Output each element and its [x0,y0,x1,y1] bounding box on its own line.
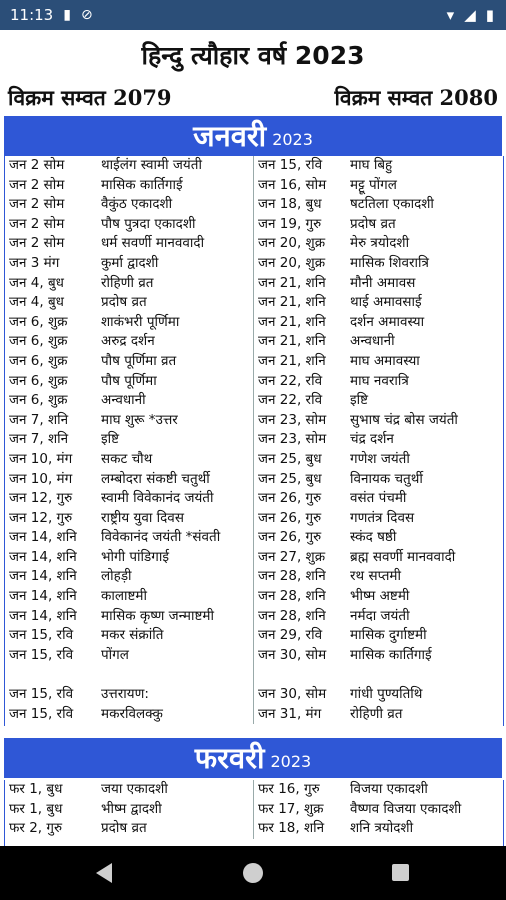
festival-name: इष्टि [101,431,120,448]
festival-name: मौनी अमावस [350,274,416,291]
festival-date: फर 16, गुरु [258,781,320,797]
festival-name: माघ शुरू *उत्तर [101,411,178,428]
festival-row [254,819,502,839]
vikram-samvat-left: विक्रम सम्वत 2079 [8,85,172,110]
festival-name: स्वामी विवेकानंद जयंती [101,490,214,507]
festival-row [5,665,253,685]
festival-name: धर्म सवर्णी मानववादी [101,235,205,252]
festival-row [5,646,253,666]
month-name: जनवरी [193,119,267,153]
festival-name: भीष्म द्वादशी [101,800,162,817]
festival-name: माघ अमावस्या [350,352,420,369]
festival-name: थाईलंग स्वामी जयंती [101,157,202,173]
festival-date: फर 1, बुध [9,800,63,817]
festival-name: माघ बिहु [350,157,393,173]
festival-row [254,780,502,800]
festival-row [5,411,253,431]
page-title: हिन्दु त्यौहार वर्ष 2023 [141,41,365,70]
festival-date: जन 2 सोम [9,196,65,213]
festival-date: जन 15, रवि [258,157,323,173]
festival-row [5,450,253,470]
festival-date: जन 30, सोम [258,686,327,703]
festival-row [5,470,253,490]
festival-name: वसंत पंचमी [350,490,407,507]
festival-row [254,489,502,509]
festival-row [254,234,502,254]
festival-row [5,156,253,176]
festival-date: जन 25, बुध [258,470,322,487]
festival-name: उत्तरायण: [101,686,149,703]
festival-row [254,293,502,313]
festival-date: जन 19, गुरु [258,215,322,232]
festival-date: जन 15, रवि [9,705,74,722]
festival-row [254,215,502,235]
festival-name: प्रदोष व्रत [101,820,147,837]
festival-date: जन 21, शनि [258,313,326,330]
festival-date: जन 27, शुक्र [258,548,326,565]
battery-icon: ▮ [485,6,494,24]
festival-date: जन 7, शनि [9,411,69,428]
festival-row [5,274,253,294]
festival-row [254,567,502,587]
festival-name: रथ सप्तमी [350,568,401,585]
festival-date: जन 3 मंग [9,254,60,271]
festival-row [5,819,253,839]
festival-name: प्रदोष व्रत [101,294,147,311]
festival-name: सकट चौथ [101,450,153,467]
festival-name: मकरविलक्कु [101,705,163,722]
festival-row [254,470,502,490]
february-festival-table [4,780,504,846]
festival-date: जन 6, शुक्र [9,372,68,389]
month-header-january [4,116,502,156]
page-header [0,34,506,112]
festival-name: शनि त्रयोदशी [350,820,414,837]
festival-name: थाई अमावसाई [350,294,422,311]
festival-row [254,800,502,820]
do-not-disturb-icon: ⊘ [80,7,93,23]
signal-icon: ◢ [464,6,476,24]
festival-date: जन 4, बुध [9,274,64,291]
festival-date: जन 4, बुध [9,294,64,311]
festival-row [5,254,253,274]
festival-row [5,176,253,196]
festival-date: जन 22, रवि [258,392,323,409]
festival-name: कुर्मा द्वादशी [101,254,159,271]
festival-name: मासिक कृष्ण जन्माष्टमी [101,607,214,624]
festival-date: जन 28, शनि [258,568,326,585]
festival-date: जन 20, शुक्र [258,254,326,271]
festival-name: षटतिला एकादशी [350,196,434,213]
festival-row [5,489,253,509]
festival-date: फर 1, बुध [9,781,63,797]
festival-name: मासिक कार्तिगाई [350,646,432,663]
festival-date: जन 23, सोम [258,411,327,428]
festival-name: अन्वधानी [101,392,146,409]
festival-date: जन 20, शुक्र [258,235,326,252]
festival-date: फर 2, गुरु [9,820,63,837]
festival-date: जन 22, रवि [258,372,323,389]
festival-row [5,195,253,215]
festival-name: चंद्र दर्शन [350,431,394,448]
festival-date: जन 6, शुक्र [9,313,68,330]
festival-row [254,509,502,529]
festival-row [5,587,253,607]
festival-date: जन 15, रवि [9,686,74,703]
festival-name: गणेश जयंती [350,450,410,467]
festival-row [5,332,253,352]
festival-name: मट्टू पोंगल [350,176,397,193]
festival-date: जन 7, शनि [9,431,69,448]
festival-row [5,215,253,235]
wifi-icon: ▾ [446,6,455,24]
festival-name: पोंगल [101,646,129,663]
january-right-column [254,156,502,724]
status-bar [0,0,506,30]
festival-row [254,450,502,470]
festival-date: जन 14, शनि [9,607,77,624]
festival-date: जन 21, शनि [258,274,326,291]
festival-name: पौष पूर्णिमा [101,372,157,389]
festival-name: शाकंभरी पूर्णिमा [101,313,180,330]
february-right-column [254,780,502,839]
festival-date: जन 14, शनि [9,588,77,605]
sd-card-icon: ▮ [63,7,71,23]
festival-date: जन 21, शनि [258,294,326,311]
festival-name: स्कंद षष्ठी [350,529,397,546]
festival-date: जन 25, बुध [258,450,322,467]
festival-date: जन 30, सोम [258,646,327,663]
festival-row [254,607,502,627]
vikram-samvat-right: विक्रम सम्वत 2080 [334,85,498,110]
festival-name: भोगी पांडिगाई [101,548,169,565]
festival-name: दर्शन अमावस्या [350,313,425,330]
festival-date: जन 2 सोम [9,235,65,252]
festival-row [254,332,502,352]
festival-date: जन 23, सोम [258,431,327,448]
festival-row [5,528,253,548]
festival-date: जन 29, रवि [258,627,323,644]
festival-name: विवेकानंद जयंती *संवती [101,529,221,546]
festival-row [254,528,502,548]
month-name: फरवरी [194,741,265,775]
festival-row [5,567,253,587]
festival-name: मकर संक्रांति [101,627,164,644]
festival-date: जन 26, गुरु [258,529,322,546]
festival-date: जन 12, गुरु [9,490,73,507]
festival-row [254,391,502,411]
festival-row [5,234,253,254]
recent-apps-icon[interactable] [392,864,409,881]
festival-name: राष्ट्रीय युवा दिवस [101,509,184,526]
festival-row [5,626,253,646]
festival-name: वैष्णव विजया एकादशी [350,800,462,817]
festival-name: सुभाष चंद्र बोस जयंती [350,411,458,428]
festival-name: गणतंत्र दिवस [350,509,415,526]
festival-row [5,293,253,313]
festival-name: लम्बोदरा संकष्टी चतुर्थी [101,470,210,487]
festival-row [254,254,502,274]
festival-row [5,705,253,725]
festival-date: जन 2 सोम [9,215,65,232]
festival-date: जन 14, शनि [9,529,77,546]
festival-row [5,548,253,568]
festival-date: जन 16, सोम [258,176,327,193]
festival-date: जन 15, रवि [9,627,74,644]
festival-row [254,646,502,666]
festival-date: जन 2 सोम [9,157,65,173]
festival-date: जन 26, गुरु [258,490,322,507]
festival-name: जया एकादशी [101,781,168,797]
festival-date: जन 2 सोम [9,176,65,193]
festival-name: मासिक कार्तिगाई [101,176,183,193]
festival-row [254,685,502,705]
festival-name: गांधी पुण्यतिथि [350,686,423,703]
festival-row [5,780,253,800]
festival-row [254,274,502,294]
festival-name: ब्रह्म सवर्णी मानववादी [350,548,456,565]
home-icon[interactable] [243,863,263,883]
february-left-column [5,780,254,839]
festival-date: जन 21, शनि [258,352,326,369]
festival-name: इष्टि [350,392,369,409]
festival-name: रोहिणी व्रत [101,274,154,291]
status-time: 11:13 [10,6,54,24]
festival-name: भीष्म अष्टमी [350,588,410,605]
festival-row [5,509,253,529]
festival-row [5,685,253,705]
festival-row [254,587,502,607]
festival-name: रोहिणी व्रत [350,705,403,722]
festival-date: जन 18, बुध [258,196,322,213]
festival-date: फर 18, शनि [258,820,325,837]
festival-name: मासिक दुर्गाष्टमी [350,627,427,644]
festival-name: माघ नवरात्रि [350,372,409,389]
festival-name: अरुद्र दर्शन [101,333,155,350]
festival-row [254,156,502,176]
festival-row [5,352,253,372]
festival-date: जन 12, गुरु [9,509,73,526]
festival-row [254,352,502,372]
festival-date: जन 6, शुक्र [9,333,68,350]
festival-row [5,607,253,627]
festival-name: पौष पुत्रदा एकादशी [101,215,196,232]
festival-date: जन 28, शनि [258,588,326,605]
festival-date: जन 14, शनि [9,548,77,565]
festival-date: जन 26, गुरु [258,509,322,526]
festival-name: कालाष्टमी [101,588,147,605]
system-navigation-bar [0,846,506,900]
back-icon[interactable] [96,863,112,883]
festival-date: जन 10, मंग [9,450,73,467]
festival-row [5,372,253,392]
festival-row [5,430,253,450]
festival-date: जन 10, मंग [9,470,73,487]
festival-name: नर्मदा जयंती [350,607,410,624]
festival-row [5,800,253,820]
festival-row [5,391,253,411]
festival-name: पौष पूर्णिमा व्रत [101,352,177,369]
festival-name: अन्वधानी [350,333,395,350]
festival-row [254,195,502,215]
festival-name: लोहड़ी [101,568,132,585]
festival-row [254,176,502,196]
festival-row [254,626,502,646]
festival-date: जन 31, मंग [258,705,322,722]
festival-date: जन 21, शनि [258,333,326,350]
month-year: 2023 [270,752,312,771]
festival-row [254,372,502,392]
festival-name: प्रदोष व्रत [350,215,396,232]
month-header-february [4,738,502,778]
festival-name: वैकुंठ एकादशी [101,196,173,213]
festival-date: जन 14, शनि [9,568,77,585]
january-left-column [5,156,254,724]
festival-date: फर 17, शुक्र [258,800,324,817]
festival-date: जन 6, शुक्र [9,392,68,409]
month-year: 2023 [272,130,313,149]
festival-name: विनायक चतुर्थी [350,470,423,487]
festival-row [254,430,502,450]
festival-row [254,705,502,725]
festival-name: मासिक शिवरात्रि [350,254,430,271]
festival-row [5,313,253,333]
festival-name: विजया एकादशी [350,781,428,797]
festival-name: मेरु त्रयोदशी [350,235,410,252]
festival-date: जन 6, शुक्र [9,352,68,369]
festival-row [254,411,502,431]
festival-row [254,665,502,685]
festival-date: जन 28, शनि [258,607,326,624]
january-festival-table [4,156,504,726]
festival-date: जन 15, रवि [9,646,74,663]
festival-row [254,313,502,333]
festival-row [254,548,502,568]
